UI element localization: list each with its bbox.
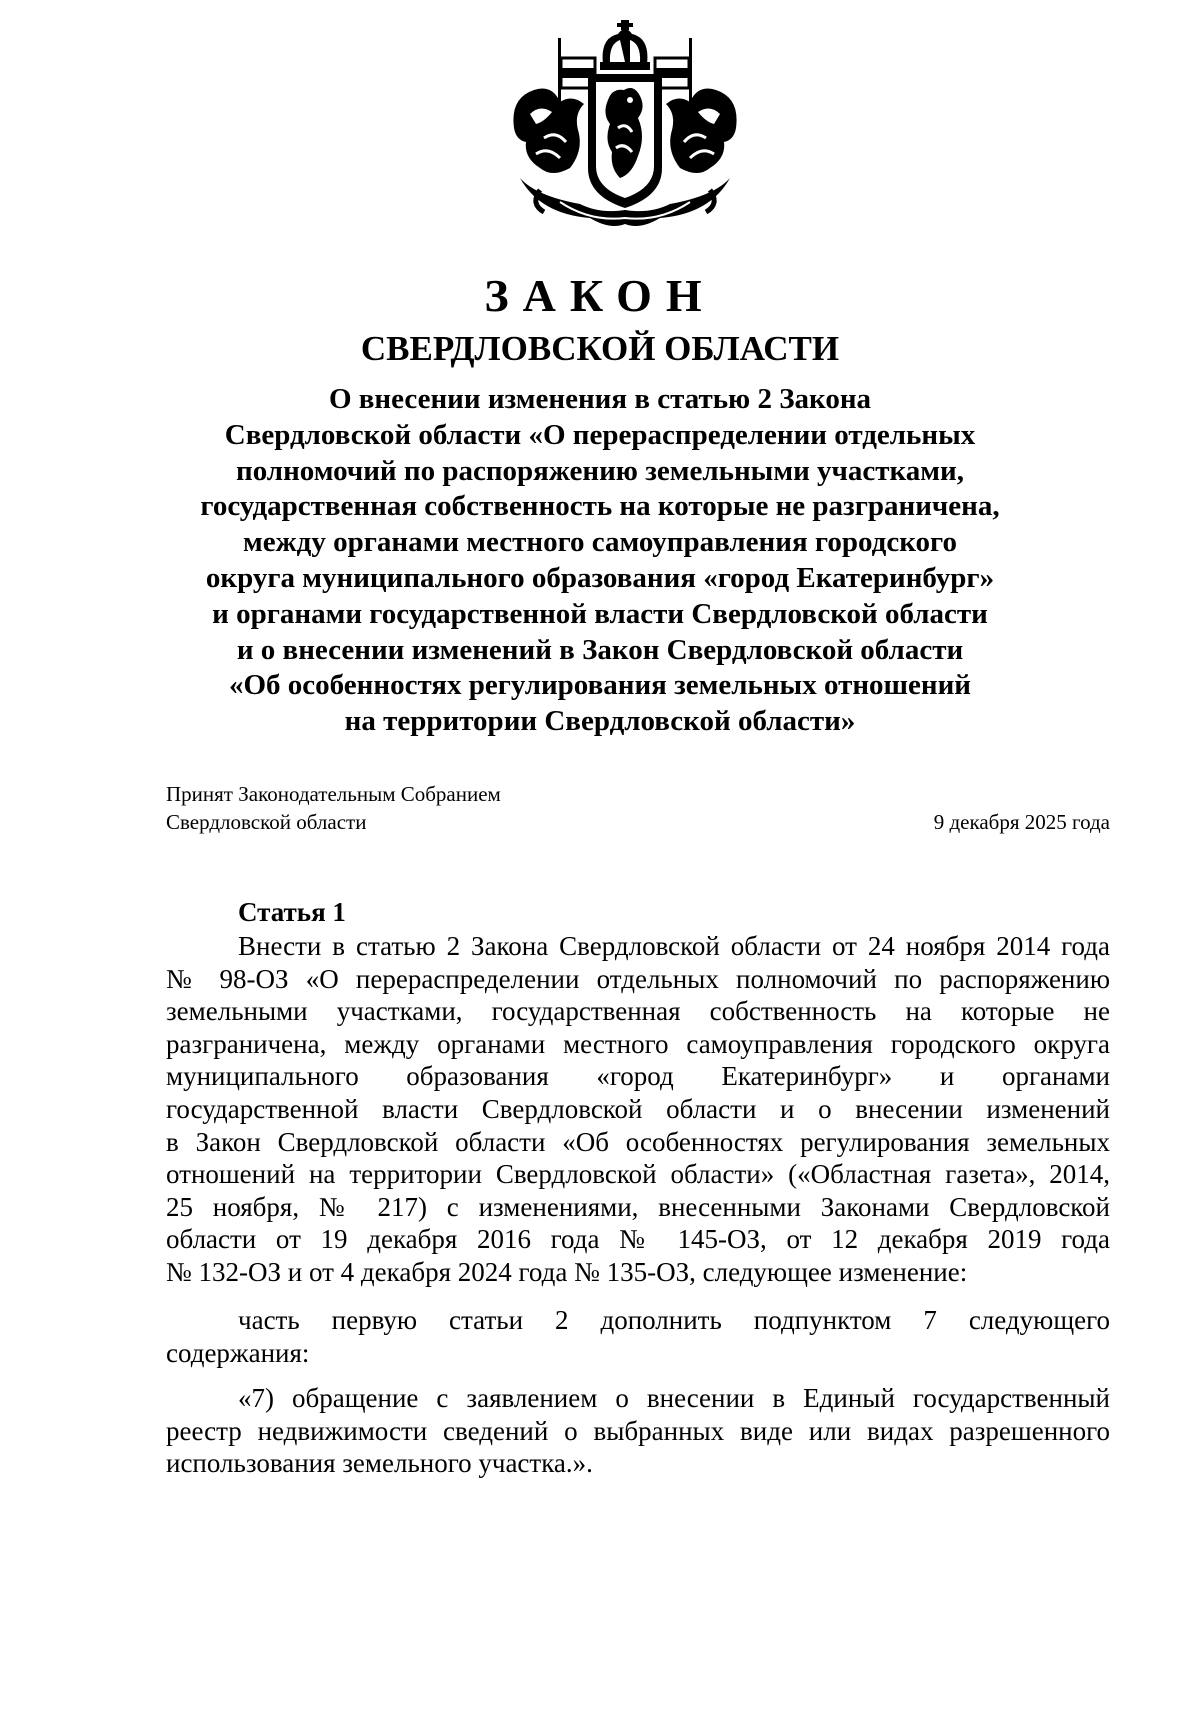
title-line: между органами местного самоуправления городского	[243, 526, 957, 559]
paragraph-line: в Закон Свердловской области «Об особенностях регулирования земельных	[166, 1126, 1110, 1157]
title-line: Свердловской области «О перераспределении отдельных	[224, 418, 976, 451]
paragraph-line: разграничена, между органами местного самоуправления городского округа	[166, 1028, 1110, 1059]
title-line: О внесении изменения в статью 2 Закона	[328, 383, 872, 415]
coat-of-arms-icon	[500, 18, 750, 238]
paragraph-line: отношений на территории Свердловской области» («Областная газета», 2014,	[166, 1159, 1110, 1190]
paragraph-line: № 132-ОЗ и от 4 декабря 2024 года № 135-ОЗ, следующее изменение:	[166, 1256, 968, 1287]
paragraph-line: использования земельного участка.».	[166, 1448, 593, 1479]
paragraph-line: земельными участками, государственная собственность на которые не	[166, 996, 1110, 1027]
article-heading: Статья 1	[238, 897, 346, 927]
title-line: полномочий по распоряжению земельными участками,	[235, 454, 964, 487]
region-heading: СВЕРДЛОВСКОЙ ОБЛАСТИ	[360, 329, 840, 368]
griffin-left-icon	[513, 89, 584, 174]
title-line: округа муниципального образования «город Екатеринбург»	[205, 561, 995, 594]
paragraph-line: муниципального образования «город Екатеринбург» и органами	[166, 1061, 1110, 1092]
adoption-line: Свердловской области	[166, 810, 367, 834]
paragraph-line: реестр недвижимости сведений о выбранных виде или видах разрешенного	[166, 1415, 1110, 1446]
adoption-note	[166, 780, 501, 836]
paragraph-line: содержания:	[166, 1337, 310, 1368]
paragraph-line: № 98-ОЗ «О перераспределении отдельных полномочий по распоряжению	[166, 963, 1110, 994]
paragraph-line: государственной власти Свердловской области и о внесении изменений	[166, 1093, 1110, 1124]
paragraph-line: часть первую статьи 2 дополнить подпунктом 7 следующего	[238, 1305, 1110, 1335]
title-line: и о внесении изменений в Закон Свердловской области	[236, 633, 964, 666]
adoption-date: 9 декабря 2025 года	[933, 810, 1110, 834]
article-paragraph	[166, 930, 1110, 1289]
article-paragraph	[166, 1304, 1110, 1369]
crown-icon	[600, 20, 650, 70]
article-paragraph	[166, 1382, 1110, 1480]
title-line: «Об особенностях регулирования земельных отношений	[228, 669, 972, 702]
griffin-right-icon	[666, 89, 737, 174]
adoption-line: Принят Законодательным Собранием	[166, 782, 501, 806]
shield-icon	[588, 74, 662, 208]
paragraph-line: области от 19 декабря 2016 года № 145-ОЗ, от 12 декабря 2019 года	[166, 1224, 1110, 1255]
law-heading: ЗАКОН	[484, 270, 716, 321]
law-title	[0, 382, 1200, 740]
title-line: государственная собственность на которые не разграничена,	[200, 490, 1000, 523]
paragraph-line: «7) обращение с заявлением о внесении в Единый государственный	[238, 1383, 1110, 1413]
paragraph-line: Внести в статью 2 Закона Свердловской области от 24 ноября 2014 года	[238, 931, 1110, 961]
title-line: и органами государственной власти Свердловской области	[212, 597, 988, 630]
paragraph-line: 25 ноября, № 217) с изменениями, внесенными Законами Свердловской	[166, 1191, 1110, 1222]
title-line: на территории Свердловской области»	[344, 705, 856, 738]
